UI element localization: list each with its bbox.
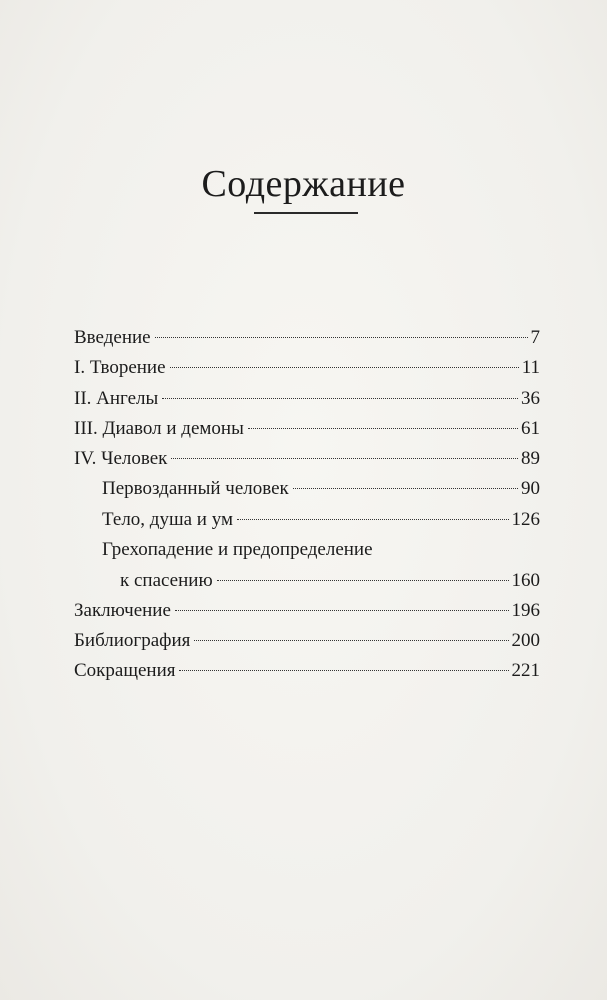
- toc-leader-dots: [248, 428, 518, 429]
- toc-entry-creation: [74, 353, 540, 383]
- toc-leader-dots: [194, 640, 508, 641]
- toc-leader-dots: [171, 458, 518, 459]
- toc-leader-dots: [170, 367, 519, 368]
- toc-entry-fall-line1: Грехопадение и предопределение: [102, 539, 373, 560]
- toc-entry-page: 90: [521, 478, 540, 499]
- toc-entry-page: 89: [521, 448, 540, 469]
- toc-entry-conclusion: [74, 596, 540, 626]
- toc-entry-label: IV. Человек: [74, 448, 168, 469]
- toc-leader-dots: [293, 488, 518, 489]
- toc-entry-page: 61: [521, 418, 540, 439]
- toc-entry-body-soul-mind: [74, 505, 540, 535]
- toc-entry-page: 200: [511, 630, 540, 651]
- toc-entry-page: 221: [511, 660, 540, 681]
- toc-entry-page: 196: [511, 600, 540, 621]
- toc-leader-dots: [162, 398, 518, 399]
- toc-entry-label: к спасению: [120, 570, 213, 591]
- toc-entry-label: I. Творение: [74, 357, 166, 378]
- toc-entry-abbreviations: [74, 656, 540, 686]
- toc-entry-first-man: [74, 474, 540, 504]
- toc-entry-man: [74, 444, 540, 474]
- title-underline: [254, 212, 358, 214]
- toc-entry-page: 126: [511, 509, 540, 530]
- toc-entry-label: III. Диавол и демоны: [74, 418, 244, 439]
- toc-entry-label: Тело, душа и ум: [102, 509, 233, 530]
- toc-entry-label: II. Ангелы: [74, 388, 159, 409]
- toc-entry-page: 36: [521, 388, 540, 409]
- toc-entry-label: Первозданный человек: [102, 478, 289, 499]
- page-title: Содержание: [201, 163, 406, 205]
- toc-leader-dots: [237, 519, 509, 520]
- toc-entry-bibliography: [74, 626, 540, 656]
- toc-leader-dots: [175, 610, 509, 611]
- toc-entry-label: Заключение: [74, 600, 171, 621]
- toc-leader-dots: [217, 580, 509, 581]
- toc-entry-label: Введение: [74, 327, 151, 348]
- toc-entry-label: Сокращения: [74, 660, 176, 681]
- toc-leader-dots: [179, 670, 508, 671]
- toc-entry-page: 7: [530, 327, 540, 348]
- toc-entry-page: 160: [511, 570, 540, 591]
- toc-entry-label: Библиография: [74, 630, 191, 651]
- toc-entry-fall-line2: [74, 566, 540, 596]
- toc-entry-introduction: [74, 323, 540, 353]
- toc-leader-dots: [155, 337, 528, 338]
- toc-entry-devil-and-demons: [74, 414, 540, 444]
- toc-entry-angels: [74, 384, 540, 414]
- toc-entry-page: 11: [521, 357, 540, 378]
